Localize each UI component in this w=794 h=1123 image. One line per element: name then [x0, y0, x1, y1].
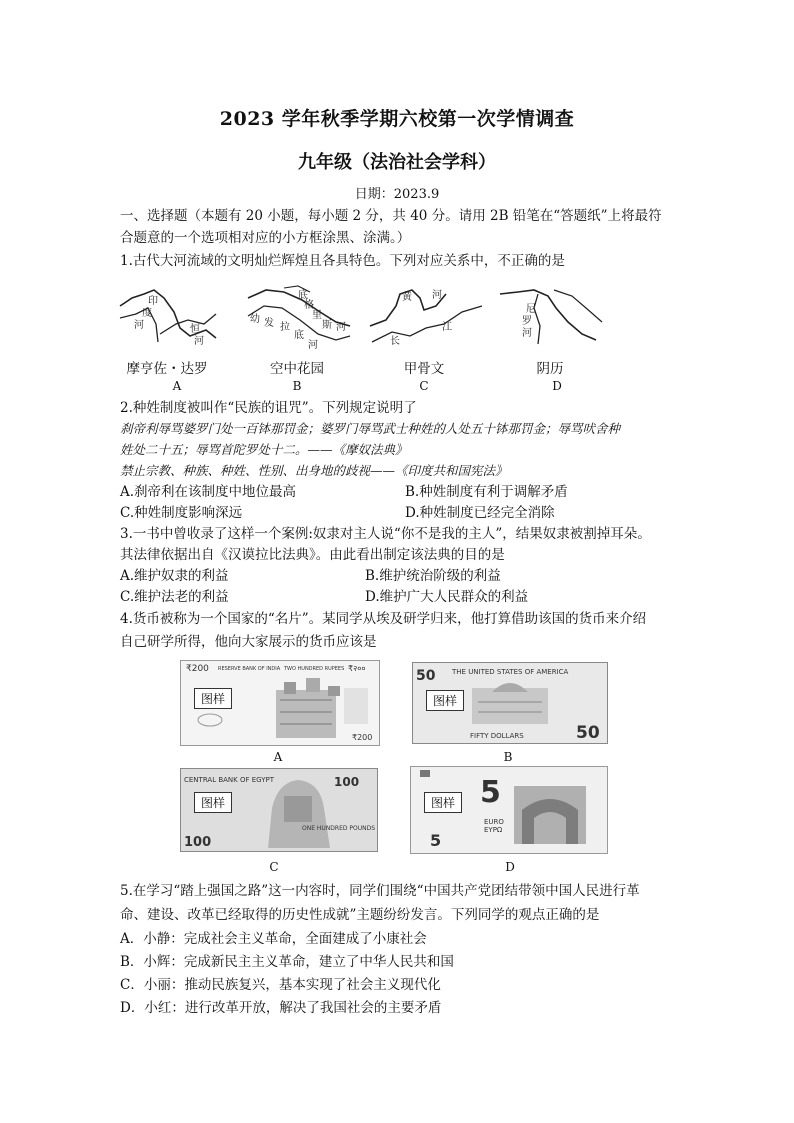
map-a-letter: A — [172, 379, 182, 393]
bill-b-letter: B — [503, 750, 513, 764]
map-b-label: 河 — [308, 340, 318, 351]
q5-option-c: C．小丽：推动民族复兴，基本实现了社会主义现代化 — [120, 977, 441, 993]
bill-c-sample-label: 图样 — [194, 792, 232, 813]
bill-a-text: ₹200 — [352, 733, 373, 742]
map-b-label: 发 — [264, 318, 274, 329]
q2-law-line2: 姓处二十五；辱骂首陀罗处十二。——《摩奴法典》 — [120, 442, 408, 457]
q4-stem-line2: 自己研学所得，他向大家展示的货币应该是 — [120, 634, 377, 650]
map-c-label: 黄 — [402, 292, 412, 303]
q4-stem-line1: 4.货币被称为一个国家的“名片”。某同学从埃及研学归来，他打算借助该国的货币来介绍 — [120, 611, 647, 627]
map-b-label: 拉 — [280, 322, 290, 333]
map-a-label: 河 — [134, 320, 144, 331]
bill-a-text: ₹२०० — [348, 664, 366, 673]
q3-option-d: D.维护广大人民群众的利益 — [365, 589, 529, 605]
q2-option-a: A.刹帝利在该制度中地位最高 — [120, 484, 297, 500]
map-a-label: 恒 — [190, 324, 200, 335]
q2-stem: 2.种姓制度被叫作“民族的诅咒”。下列规定说明了 — [120, 400, 417, 416]
q1-stem: 1.古代大河流域的文明灿烂辉煌且各具特色。下列对应关系中，不正确的是 — [120, 253, 565, 269]
map-c-label: 江 — [442, 322, 452, 333]
map-b-mesopotamia — [244, 282, 354, 352]
map-d-label: 尼 — [526, 304, 536, 315]
map-b-label: 河 — [336, 322, 346, 333]
bill-a-letter: A — [273, 750, 283, 764]
map-b-label: 底 — [294, 330, 304, 341]
map-b-label: 幼 — [250, 314, 260, 325]
q5-stem-line2: 命、建设、改革已经取得的历史性成就”主题纷纷发言。下列同学的观点正确的是 — [120, 907, 600, 923]
map-a-label: 河 — [194, 336, 204, 347]
map-c-label: 长 — [390, 336, 400, 347]
map-d-label: 罗 — [522, 316, 532, 327]
bill-c-text: 100 — [184, 835, 212, 850]
q2-law-line3: 禁止宗教、种族、种姓、性别、出身地的歧视——《印度共和国宪法》 — [120, 463, 508, 478]
bill-d-sample-label: 图样 — [424, 792, 462, 813]
bill-d-text: EYPΩ — [484, 826, 503, 834]
map-b-label: 底 — [298, 290, 308, 301]
map-a-indus-ganges — [118, 284, 218, 350]
q2-option-b: B.种姓制度有利于调解矛盾 — [405, 484, 568, 500]
bill-d-text: EURO — [484, 818, 504, 826]
q3-stem-line2: 其法律依据出自《汉谟拉比法典》。由此看出制定该法典的目的是 — [120, 547, 505, 563]
bill-c-letter: C — [269, 860, 279, 874]
map-a-label: 印 — [148, 296, 158, 307]
exam-title: 2023 学年秋季学期六校第一次学情调查 — [219, 108, 575, 130]
bill-b-text: 50 — [576, 723, 600, 743]
bill-c-text: ONE HUNDRED POUNDS — [302, 825, 376, 832]
bill-b-text: FIFTY DOLLARS — [470, 732, 524, 740]
q3-option-c: C.维护法老的利益 — [120, 589, 229, 605]
bill-a-text: RESERVE BANK OF INDIA — [218, 666, 281, 672]
bill-a-text: ₹200 — [186, 664, 209, 674]
q5-option-d: D．小红：进行改革开放，解决了我国社会的主要矛盾 — [120, 1000, 442, 1016]
bill-c-text: CENTRAL BANK OF EGYPT — [184, 776, 274, 784]
bill-b-sample-label: 图样 — [426, 690, 464, 711]
map-d-nile — [498, 282, 608, 352]
banknote-a-india — [180, 660, 380, 746]
q3-option-a: A.维护奴隶的利益 — [120, 568, 229, 584]
q2-option-c: C.种姓制度影响深远 — [120, 505, 243, 521]
map-b-caption: 空中花园 — [270, 361, 324, 377]
bill-b-text: 50 — [416, 668, 436, 684]
q5-option-b: B．小辉：完成新民主主义革命，建立了中华人民共和国 — [120, 954, 454, 970]
map-c-yellow-yangtze — [366, 284, 486, 350]
map-b-letter: B — [292, 379, 302, 393]
banknote-d-euro — [410, 766, 608, 854]
bill-d-letter: D — [505, 860, 515, 874]
map-b-label: 里 — [312, 310, 322, 321]
exam-date: 日期：2023.9 — [354, 187, 440, 202]
bill-c-text: 100 — [334, 775, 360, 789]
bill-d-text: 5 — [480, 775, 501, 810]
q3-stem-line1: 3.一书中曾收录了这样一个案例:奴隶对主人说“你不是我的主人”，结果奴隶被割掉耳朵。 — [120, 526, 651, 542]
map-d-label: 河 — [522, 328, 532, 339]
q2-option-d: D.种姓制度已经完全消除 — [405, 505, 555, 521]
map-b-label: 斯 — [322, 320, 332, 331]
banknote-c-egypt — [180, 768, 378, 852]
bill-b-text: THE UNITED STATES OF AMERICA — [452, 668, 569, 676]
map-b-label: 格 — [304, 300, 314, 311]
map-c-caption: 甲骨文 — [403, 361, 445, 377]
map-a-label: 度 — [142, 308, 152, 319]
section-heading-line2: 合题意的一个选项相对应的小方框涂黑、涂满。） — [120, 230, 411, 246]
q3-option-b: B.维护统治阶级的利益 — [365, 568, 501, 584]
map-c-label: 河 — [432, 290, 442, 301]
section-heading-line1: 一、选择题（本题有 20 小题，每小题 2 分，共 40 分。请用 2B 铅笔在“答题纸”上将最符 — [120, 208, 662, 224]
map-d-letter: D — [552, 379, 562, 393]
bill-a-text: TWO HUNDRED RUPEES — [284, 666, 345, 672]
bill-a-sample-label: 图样 — [194, 688, 232, 709]
exam-subtitle: 九年级（法治社会学科） — [298, 152, 496, 173]
banknote-b-usa — [412, 662, 608, 744]
map-a-caption: 摩亨佐・达罗 — [126, 361, 208, 377]
map-c-letter: C — [419, 379, 429, 393]
q5-stem-line1: 5.在学习“踏上强国之路”这一内容时，同学们围绕“中国共产党团结带领中国人民进行革 — [120, 883, 640, 899]
map-d-caption: 阴历 — [536, 361, 564, 377]
q2-law-line1: 刹帝利辱骂婆罗门处一百钵那罚金；婆罗门辱骂武士种姓的人处五十钵那罚金；辱骂吠舍种 — [120, 421, 621, 436]
q5-option-a: A．小静：完成社会主义革命，全面建成了小康社会 — [120, 931, 427, 947]
bill-d-text: 5 — [430, 831, 442, 850]
